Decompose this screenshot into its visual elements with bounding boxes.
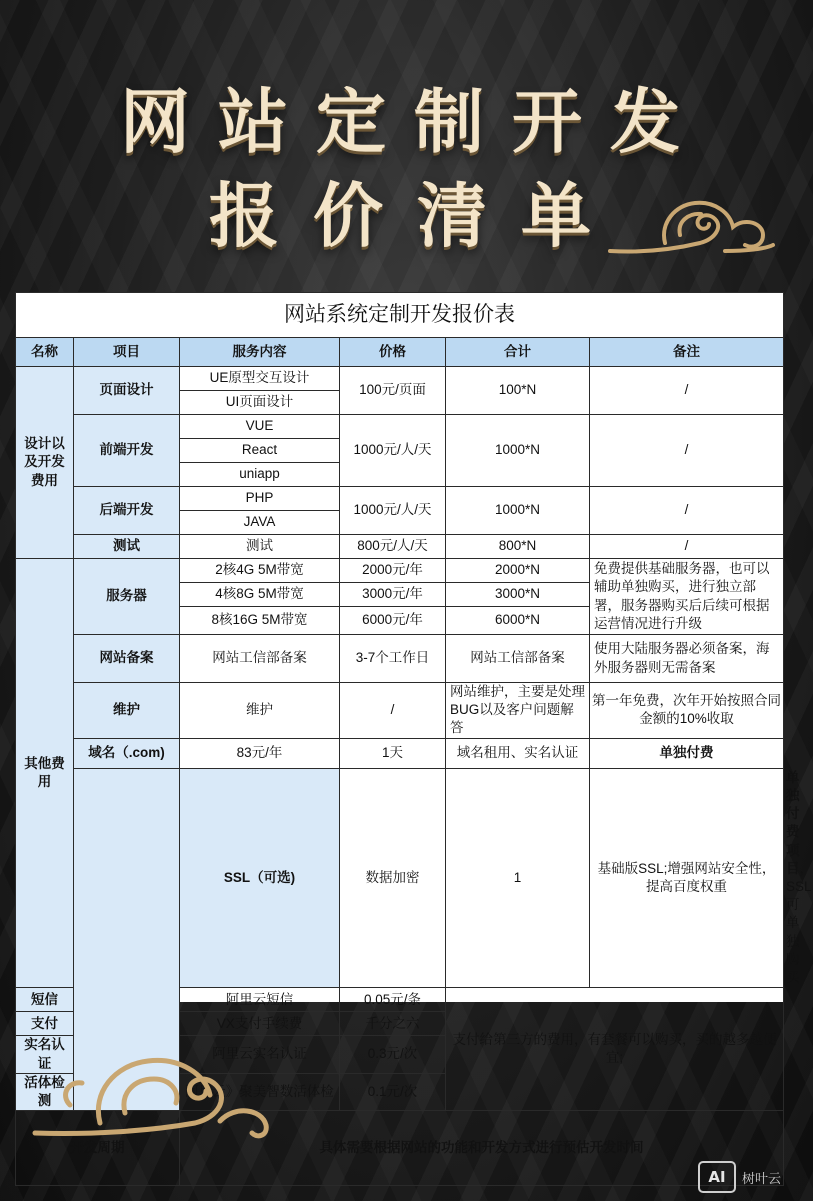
third-party-note: 支付给第三方的费用，有套餐可以购买，买的越多越便宜;: [446, 988, 784, 1111]
item-icp: 网站备案: [74, 635, 180, 683]
table-caption: 网站系统定制开发报价表: [16, 293, 784, 338]
service-cell: uniapp: [180, 463, 340, 487]
service-cell: 83元/年: [180, 738, 340, 768]
service-cell: UI页面设计: [180, 391, 340, 415]
price-cell: 1000元/人/天: [340, 415, 446, 487]
header-note: 备注: [590, 338, 784, 367]
item-liveness: 活体检测: [16, 1073, 74, 1110]
item-domain: 域名（.com): [74, 738, 180, 768]
service-cell: 4核8G 5M带宽: [180, 583, 340, 607]
item-testing: 测试: [74, 535, 180, 559]
item-page-design: 页面设计: [74, 367, 180, 415]
service-cell: VUE: [180, 415, 340, 439]
service-cell: 测试: [180, 535, 340, 559]
price-cell: 千分之六: [340, 1012, 446, 1036]
ai-logo-icon: AI: [698, 1161, 736, 1193]
total-cell: 1000*N: [446, 487, 590, 535]
note-cell: /: [590, 535, 784, 559]
price-cell: 1天: [340, 738, 446, 768]
price-cell: 1: [446, 768, 590, 988]
total-cell: 1000*N: [446, 415, 590, 487]
item-ssl: SSL（可选): [180, 768, 340, 988]
total-cell: 6000*N: [446, 607, 590, 635]
note-rest: ，SSL可单独购买: [786, 860, 813, 986]
total-cell: 800*N: [446, 535, 590, 559]
total-cell: 3000*N: [446, 583, 590, 607]
note-cell: 单独付费: [590, 738, 784, 768]
service-cell: 维护: [180, 683, 340, 739]
price-cell: 0.05元/条: [340, 988, 446, 1012]
watermark-text: 树叶云: [742, 1171, 782, 1187]
quote-table-card: [15, 292, 813, 1156]
page-title-line2: 报价清单: [209, 175, 625, 257]
header-service: 服务内容: [180, 338, 340, 367]
auspicious-cloud-icon: [605, 183, 775, 263]
header-item: 项目: [74, 338, 180, 367]
note-cell: /: [590, 415, 784, 487]
service-cell: 阿里云短信: [180, 988, 340, 1012]
service-cell: React: [180, 439, 340, 463]
header-name: 名称: [16, 338, 74, 367]
item-server: 服务器: [74, 559, 180, 635]
price-cell: 3000元/年: [340, 583, 446, 607]
service-cell: JAVA: [180, 511, 340, 535]
service-cell: 2核4G 5M带宽: [180, 559, 340, 583]
service-cell: 阿里云》聚美智数活体检: [180, 1073, 340, 1110]
period-label: 开发周期: [16, 1111, 180, 1186]
price-cell: 1000元/人/天: [340, 487, 446, 535]
service-cell: 网站工信部备案: [180, 635, 340, 683]
auspicious-cloud-icon: [30, 1035, 280, 1145]
price-cell: 3-7个工作日: [340, 635, 446, 683]
category-other: 其他费用: [16, 559, 74, 988]
price-cell: 0.3元/次: [340, 1036, 446, 1073]
item-backend: 后端开发: [74, 487, 180, 535]
service-cell: UE原型交互设计: [180, 367, 340, 391]
total-cell: 网站维护，主要是处理BUG以及客户问题解答: [446, 683, 590, 739]
item-maintain: 维护: [74, 683, 180, 739]
price-cell: 100元/页面: [340, 367, 446, 415]
period-text: 具体需要根据网站的功能和开发方式进行预估开发时间: [180, 1111, 784, 1186]
watermark-logo: [698, 1160, 794, 1194]
note-cell: /: [590, 367, 784, 415]
page-title-line1: 网站定制开发: [120, 81, 708, 163]
service-cell: PHP: [180, 487, 340, 511]
service-cell: 数据加密: [340, 768, 446, 988]
note-cell: 第一年免费，次年开始按照合同金额的10%收取: [590, 683, 784, 739]
price-cell: 2000元/年: [340, 559, 446, 583]
service-cell: 8核16G 5M带宽: [180, 607, 340, 635]
price-cell: 800元/人/天: [340, 535, 446, 559]
note-cell: 免费提供基础服务器，也可以辅助单独购买，进行独立部署，服务器购买后后续可根据运营情况进行升级: [590, 559, 784, 635]
item-sms: 短信: [16, 988, 74, 1012]
note-bold: 单独付费项目: [786, 769, 800, 876]
total-cell: 域名租用、实名认证: [446, 738, 590, 768]
price-cell: /: [340, 683, 446, 739]
total-cell: 100*N: [446, 367, 590, 415]
price-cell: 0.1元/次: [340, 1073, 446, 1110]
price-cell: 6000元/年: [340, 607, 446, 635]
service-cell: VX支付手续费: [180, 1012, 340, 1036]
item-frontend: 前端开发: [74, 415, 180, 487]
header-price: 价格: [340, 338, 446, 367]
header-total: 合计: [446, 338, 590, 367]
item-pay: 支付: [16, 1012, 74, 1036]
category-design-dev: 设计以及开发费用: [16, 367, 74, 559]
note-cell: 使用大陆服务器必须备案，海外服务器则无需备案: [590, 635, 784, 683]
item-realname: 实名认证: [16, 1036, 74, 1073]
note-cell: /: [590, 487, 784, 535]
total-cell: 2000*N: [446, 559, 590, 583]
service-cell: 阿里云实名认证: [180, 1036, 340, 1073]
total-cell: 网站工信部备案: [446, 635, 590, 683]
total-cell: 基础版SSL;增强网站安全性，提高百度权重: [590, 768, 784, 988]
